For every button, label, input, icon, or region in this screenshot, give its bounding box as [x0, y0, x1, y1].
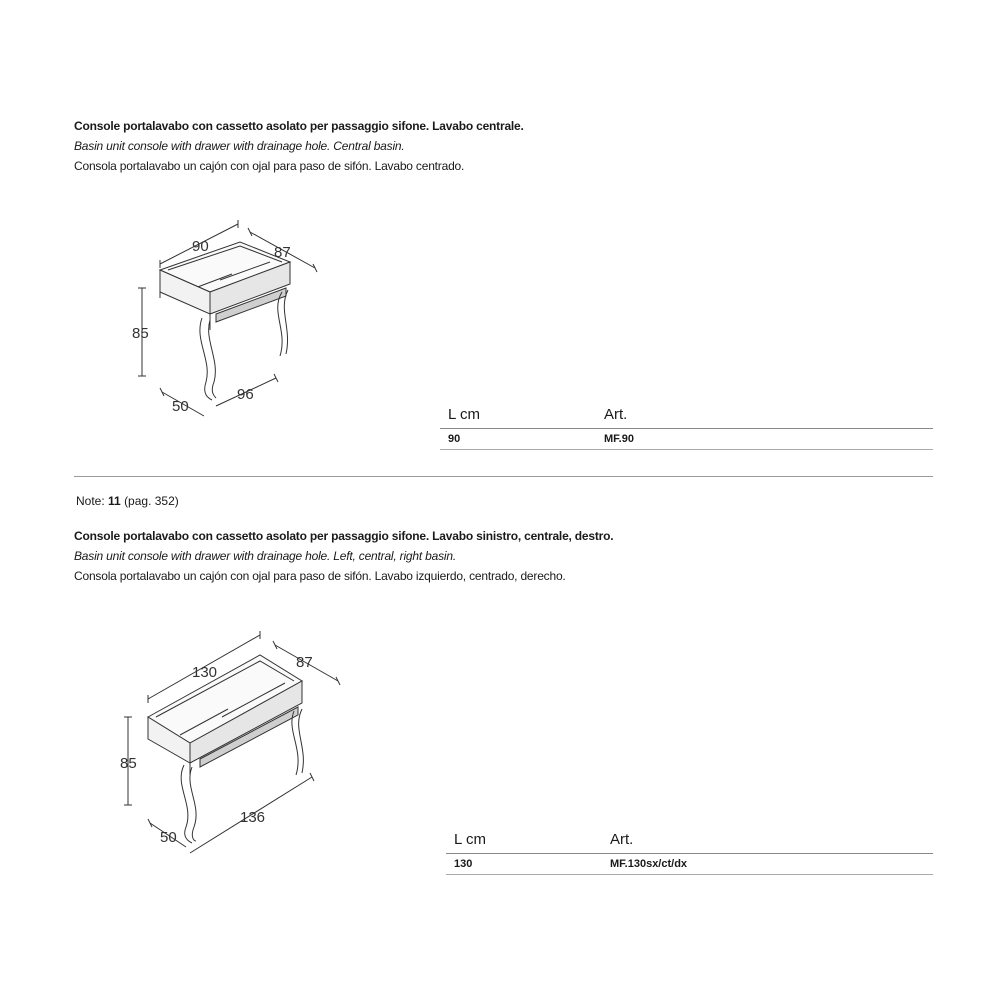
product1-spec-table	[440, 400, 933, 450]
table-row	[440, 429, 933, 450]
product2-dim-leg-depth: 50	[160, 829, 177, 846]
product1-dim-height: 85	[132, 325, 149, 342]
product1-col-article: Art.	[604, 405, 628, 423]
product2-dim-height: 85	[120, 755, 137, 772]
product2-col-length: L cm	[454, 830, 486, 848]
product2-row-length: 130	[446, 854, 602, 875]
product1-title-es: Consola portalavabo un cajón con ojal para paso de sifón. Lavabo centrado.	[74, 159, 465, 173]
product1-title-it: Console portalavabo con cassetto asolato per passaggio sifone. Lavabo centrale.	[74, 119, 524, 133]
table-row	[446, 854, 933, 875]
product1-row-length: 90	[440, 429, 596, 450]
product2-row-article: MF.130sx/ct/dx	[602, 854, 933, 875]
product2-dim-overall-width: 136	[240, 809, 266, 826]
product2-dim-depth: 87	[296, 654, 313, 671]
product2-title-en: Basin unit console with drawer with drainage hole. Left, central, right basin.	[74, 549, 456, 563]
note-ref: (pag. 352)	[124, 494, 179, 508]
product2-spec-table	[446, 825, 933, 875]
product1-row-article: MF.90	[596, 429, 933, 450]
product1-col-length: L cm	[448, 405, 480, 423]
section-divider	[74, 476, 933, 477]
product1-dim-depth: 87	[274, 244, 291, 261]
product2-title-it: Console portalavabo con cassetto asolato per passaggio sifone. Lavabo sinistro, centrale, destro.	[74, 529, 614, 543]
product2-technical-drawing	[110, 625, 360, 855]
note	[76, 494, 179, 508]
product1-dim-leg-depth: 50	[172, 398, 189, 415]
product2-title-es: Consola portalavabo un cajón con ojal para paso de sifón. Lavabo izquierdo, centrado, derecho.	[74, 569, 566, 583]
product1-dim-overall-width: 96	[237, 386, 254, 403]
product1-dim-width: 90	[192, 238, 209, 255]
product1-technical-drawing	[120, 210, 340, 420]
product2-description	[74, 526, 613, 586]
product1-description	[74, 116, 524, 176]
product2-dim-width: 130	[192, 664, 218, 681]
product1-title-en: Basin unit console with drawer with drainage hole. Central basin.	[74, 139, 405, 153]
note-label: Note:	[76, 494, 105, 508]
product2-col-article: Art.	[610, 830, 634, 848]
note-number: 11	[108, 494, 121, 508]
